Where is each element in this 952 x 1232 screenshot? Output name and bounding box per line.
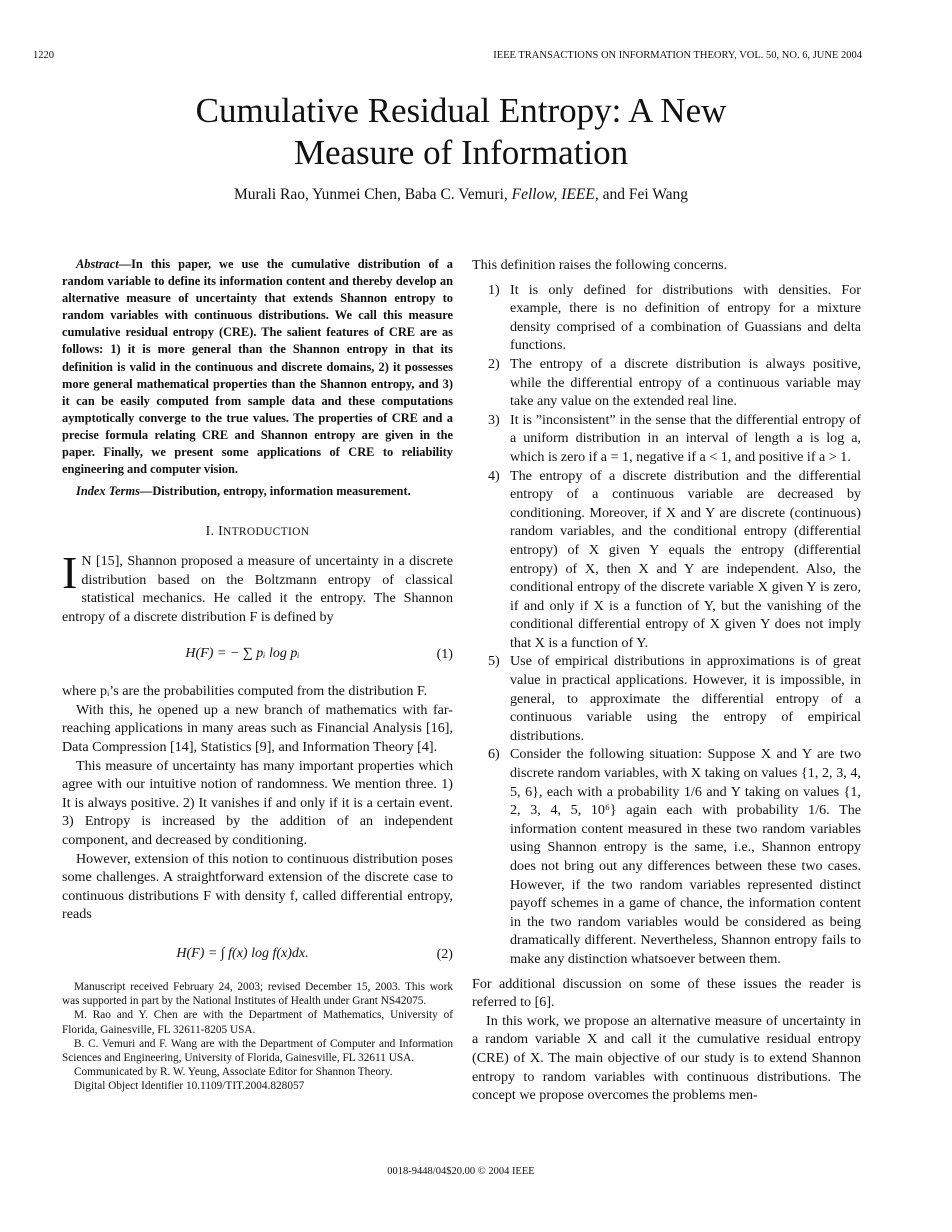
section-rest: NTRODUCTION [222,526,310,539]
left-column [62,256,453,1094]
list-item-text: The entropy of a discrete distribution and the differential entropy of a continuous variable are decreased by conditioning. Moreover, if X and Y are discrete (continuous) random variables, and the conditional entropy (differential entropy) of X given Y equals the entropy (differential entropy) of X, then X and Y are independent. Also, the conditional entropy of the discrete variable X given Y is zero, if and only if X is a function of Y, but the vanishing of the conditional differential entropy of X given Y does not imply that X is a function of Y. [510,467,861,651]
author-names: Murali Rao, Yunmei Chen, Baba C. Vemuri, [233,186,512,203]
concerns-list [472,281,861,969]
list-item-text: The entropy of a discrete distribution is always positive, while the differential entropy of a continuous variable may take any value on the extended real line. [510,355,861,410]
abstract-label: Abstract [76,257,119,271]
list-item [472,355,861,411]
list-item-number: 4) [488,467,500,484]
footnotes [62,980,453,1094]
title-line-2: Measure of Information [293,133,629,172]
concerns-lead: This definition raises the following concerns. [472,257,728,273]
intro-paragraph-3: With this, he opened up a new branch of mathematics with far-reaching applications in many areas such as Financial Analysis [16], Data Compression [14], Statistics [9], and Information Theory [4]. [62,701,453,756]
abstract-text: —In this paper, we use the cumulative distribution of a random variable to define its information content and thereby develop an alternative measure of uncertainty that extends Shannon entropy to random variables with continuous distributions. We call this measure cumulative residual entropy (CRE). The salient features of CRE are as follows: 1) it is more general than the Shannon entropy in that its definition is valid in the continuous and discrete domains, 2) it possesses more general mathematical properties than the Shannon entropy, and 3) it can be easily computed from sample data and these computations aymptotically converge to the true values. The properties of CRE and a precise formula relating CRE and Shannon entropy are given in the paper. Finally, we present some applications of CRE to reliability engineering and computer vision. [62,257,453,477]
equation-2-number: (2) [436,945,453,962]
list-item [472,652,861,745]
intro-p1-text: N [15], Shannon proposed a measure of uncertainty in a discrete distribution based on the Boltzmann entropy of classical statistical mechanics. He called it the entropy. The Shannon entropy of a discrete distribution F is defined by [62,552,453,625]
equation-1-number: (1) [436,645,453,662]
page-number: 1220 [33,50,54,61]
index-terms-label: Index Terms [76,484,140,499]
section-heading-introduction [62,522,453,542]
list-item-number: 6) [488,746,500,763]
author-names-end: , and Fei Wang [594,186,689,203]
intro-paragraph-1 [62,546,453,626]
footnote-doi: Digital Object Identifier 10.1109/TIT.2004.828057 [74,1080,305,1093]
author-line [0,186,922,204]
index-terms [62,483,453,500]
footer-copyright: 0018-9448/04$20.00 © 2004 IEEE [387,1166,535,1177]
right-column [472,256,861,1105]
list-item-text: It is only defined for distributions with densities. For example, there is no definition of entropy for a mixture density comprised of a combination of Guassians and delta functions. [510,281,861,354]
equation-2-expression: H(F) = ∫ f(x) log f(x)dx. [176,945,309,961]
list-item [472,281,861,355]
journal-header: IEEE TRANSACTIONS ON INFORMATION THEORY, VOL. 50, NO. 6, JUNE 2004 [493,50,862,61]
list-item-number: 3) [488,411,500,428]
paper-title [0,90,922,174]
drop-cap: I [62,546,78,598]
intro-paragraph-4: This measure of uncertainty has many important properties which agree with our intuitive notion of randomness. We mention three. 1) It is always positive. 2) It vanishes if and only if it is a certain event. 3) Entropy is increased by the addition of an independent component, and decreased by conditioning. [62,757,453,849]
footnote-communicated: Communicated by R. W. Yeung, Associate Editor for Shannon Theory. [74,1066,393,1079]
list-item [472,745,861,968]
section-first-letter: I [218,523,223,539]
index-terms-text: —Distribution, entropy, information measurement. [139,484,411,499]
equation-1 [62,632,453,676]
abstract [62,256,453,478]
proposal-paragraph: In this work, we propose an alternative measure of uncertainty in a random variable X and call it the cumulative residual entropy (CRE) of X. The main objective of our study is to extend Shannon entropy to random variables with continuous distributions. The concept we propose overcomes the problems men- [472,1012,861,1104]
list-item-number: 2) [488,355,500,372]
list-item-text: Consider the following situation: Suppose X and Y are two discrete random variables, with X taking on values {1, 2, 3, 4, 5, 6}, each with a probability 1/6 and Y taking on values {1, 2, 3, 4, 5, 10⁶} again each with probability 1/6. The information content measured in these two random variables using Shannon entropy is the same, i.e., Shannon entropy does not bring out any differences between these two cases. However, if the two random variables represented distinct payoff schemes in a game of chance, the information content in the two random variables would be considered as being dramatically different. Nevertheless, Shannon entropy fails to make any distinction whatsoever between them. [510,746,861,967]
intro-paragraph-2: where pᵢ’s are the probabilities computed from the distribution F. [62,683,428,700]
author-fellow: Fellow, IEEE [511,186,595,203]
list-item-number: 1) [488,281,500,298]
equation-1-expression: H(F) = − ∑ pᵢ log pᵢ [185,645,300,661]
title-line-1: Cumulative Residual Entropy: A New [195,91,727,130]
list-item [472,467,861,653]
list-item-text: It is ”inconsistent” in the sense that the differential entropy of a uniform distribution in an interval of length a is log a, which is zero if a = 1, negative if a < 1, and positive if a > 1. [510,411,861,465]
list-item-text: Use of empirical distributions in approximations is of great value in practical applications. However, it is impossible, in general, to approximate the differential entropy of a continuous variable using the entropy of empirical distributions. [510,653,861,744]
footnote-manuscript: Manuscript received February 24, 2003; revised December 15, 2003. This work was supported in part by the National Institutes of Health under Grant NS42075. [62,981,453,1008]
list-item [472,411,861,467]
section-number: I. [205,523,219,539]
further-discussion-paragraph: For additional discussion on some of these issues the reader is referred to [6]. [472,975,861,1011]
equation-2 [62,934,453,974]
intro-paragraph-5: However, extension of this notion to continuous distribution poses some challenges. A straightforward extension of the discrete case to continuous distributions F with density f, called differential entropy, reads [62,850,453,923]
footnote-rao-chen: M. Rao and Y. Chen are with the Department of Mathematics, University of Florida, Gainesville, FL 32611-8205 USA. [62,1009,453,1036]
list-item-number: 5) [488,653,500,670]
footnote-vemuri-wang: B. C. Vemuri and F. Wang are with the Department of Computer and Information Sciences and Engineering, University of Florida, Gainesville, FL 32611 USA. [62,1037,453,1065]
